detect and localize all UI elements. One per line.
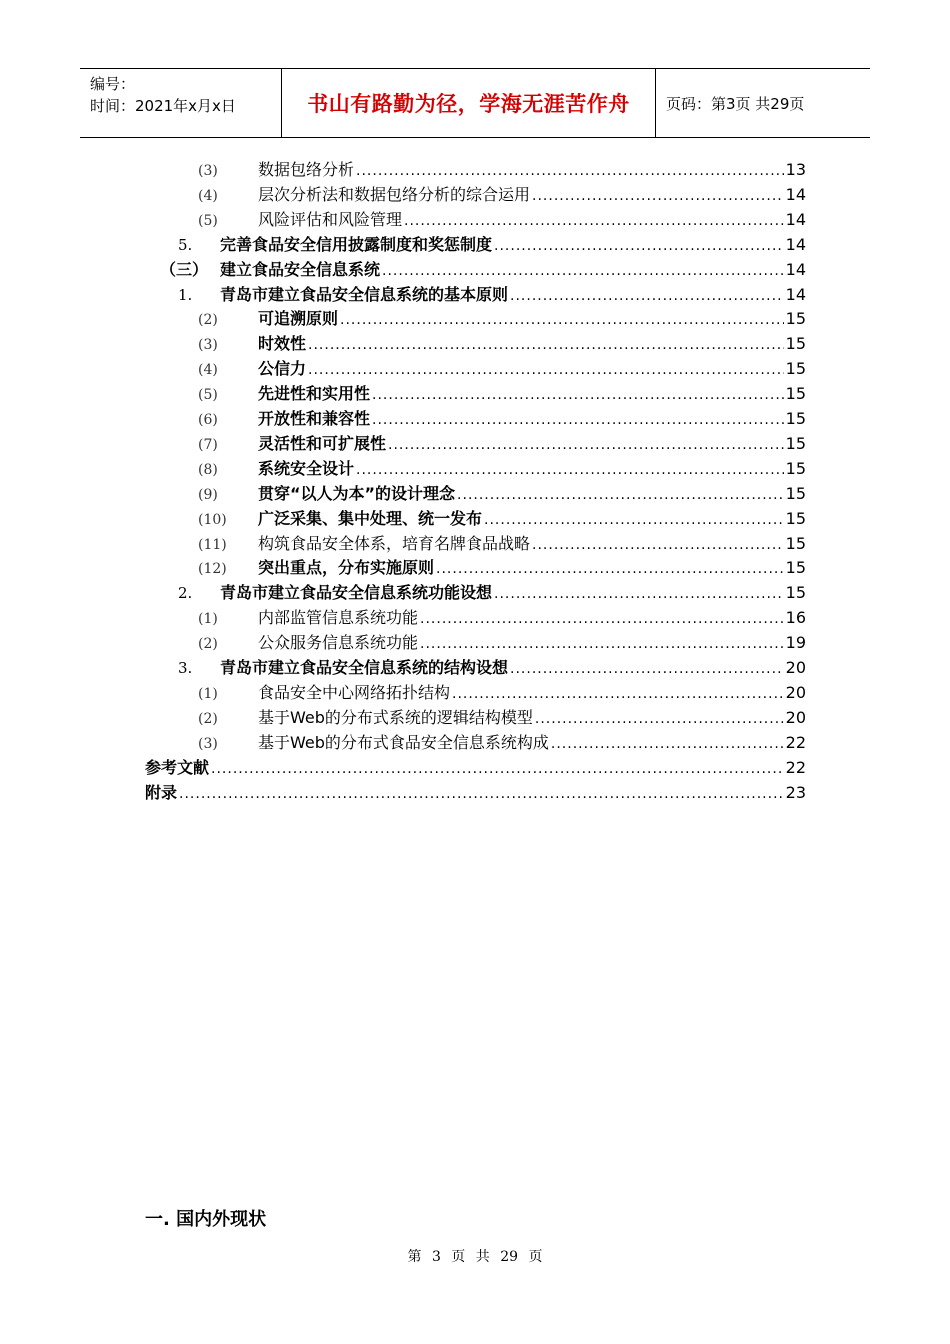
toc-entry-title: 时效性	[258, 334, 307, 354]
toc-entry[interactable]	[198, 606, 806, 630]
toc-leader-dots	[532, 184, 784, 208]
toc-entry-title: 构筑食品安全体系，培育名牌食品战略	[258, 533, 531, 553]
toc-entry-title: 灵活性和可扩展性	[258, 433, 387, 453]
toc-entry-title: 层次分析法和数据包络分析的综合运用	[258, 184, 531, 204]
toc-leader-dots	[436, 557, 784, 581]
toc-entry-number: (3)	[198, 735, 218, 752]
toc-entry-number: (9)	[198, 486, 218, 503]
toc-entry-page: 15	[785, 483, 806, 503]
toc-entry-number: (11)	[198, 536, 227, 553]
toc-leader-dots	[211, 757, 784, 781]
toc-entry-number: 1.	[178, 285, 193, 304]
toc-leader-dots	[404, 209, 784, 233]
toc-entry[interactable]	[198, 731, 806, 755]
toc-entry-number: (1)	[198, 685, 218, 702]
toc-leader-dots	[494, 582, 784, 606]
toc-entry-page: 20	[785, 658, 806, 677]
toc-entry-number: (6)	[198, 412, 218, 428]
toc-entry[interactable]	[178, 656, 806, 680]
toc-entry[interactable]	[145, 781, 806, 805]
toc-leader-dots	[420, 632, 784, 656]
toc-entry-page: 14	[785, 184, 806, 204]
toc-entry-title: 附录	[145, 782, 178, 802]
toc-entry-page: 15	[785, 384, 806, 404]
toc-entry-page: 20	[785, 707, 806, 727]
toc-entry-number: (5)	[198, 387, 218, 404]
toc-entry-number: 5.	[178, 235, 193, 254]
toc-entry-number: (5)	[198, 212, 218, 229]
toc-entry-title: 基于Web的分布式系统的逻辑结构模型	[258, 707, 533, 727]
toc-entry-title: 青岛市建立食品安全信息系统的结构设想	[220, 658, 509, 677]
toc-entry[interactable]	[198, 307, 806, 331]
toc-entry-title: 食品安全中心网络拓扑结构	[258, 682, 451, 702]
toc-entry-title: 基于Web的分布式食品安全信息系统构成	[258, 732, 549, 752]
toc-leader-dots	[382, 259, 784, 283]
toc-entry-title: 青岛市建立食品安全信息系统的基本原则	[220, 284, 509, 304]
toc-entry-title: 突出重点，分布实施原则	[258, 558, 435, 578]
toc-entry[interactable]	[198, 556, 806, 580]
toc-entry-page: 15	[785, 334, 806, 354]
toc-leader-dots	[420, 607, 784, 631]
toc-entry-title: 内部监管信息系统功能	[258, 608, 419, 628]
toc-entry-page: 15	[785, 583, 806, 603]
toc-entry-page: 16	[785, 608, 806, 628]
toc-entry-page: 15	[785, 309, 806, 329]
toc-entry-page: 15	[785, 458, 806, 478]
toc-entry-title: 广泛采集、集中处理、统一发布	[258, 508, 483, 528]
toc-entry-title: 公众服务信息系统功能	[258, 633, 419, 653]
header-left-cell	[80, 69, 282, 137]
toc-entry-number: (12)	[198, 561, 227, 578]
toc-entry[interactable]	[198, 183, 806, 207]
toc-leader-dots	[535, 707, 784, 731]
toc-leader-dots	[372, 383, 784, 407]
toc-entry-title: 青岛市建立食品安全信息系统功能设想	[220, 583, 493, 603]
toc-entry-title: 可追溯原则	[258, 309, 339, 329]
header-motto: 书山有路勤为径，学海无涯苦作舟	[282, 69, 656, 137]
toc-entry-title: 数据包络分析	[258, 160, 355, 179]
toc-entry-number: (2)	[198, 636, 218, 653]
toc-entry-page: 20	[785, 682, 806, 702]
toc-entry-page: 14	[785, 234, 806, 254]
toc-entry-page: 22	[785, 757, 806, 777]
toc-entry-page: 15	[785, 433, 806, 453]
toc-entry[interactable]	[198, 382, 806, 406]
toc-entry-page: 15	[785, 508, 806, 528]
toc-entry[interactable]	[198, 432, 806, 456]
toc-entry-number: (8)	[198, 461, 218, 478]
toc-entry[interactable]	[198, 208, 806, 232]
toc-entry[interactable]	[198, 507, 806, 531]
toc-entry[interactable]	[198, 631, 806, 655]
toc-entry-title: 风险评估和风险管理	[258, 209, 403, 229]
toc-leader-dots	[457, 483, 784, 507]
toc-entry[interactable]	[178, 581, 806, 605]
toc-entry[interactable]	[178, 283, 806, 307]
toc-entry-number: (4)	[198, 362, 218, 379]
header-page-info: 页码：第3页 共29页	[666, 94, 805, 113]
toc-entry-page: 22	[785, 732, 806, 752]
toc-entry-page: 15	[785, 558, 806, 578]
toc-entry-number: (2)	[198, 312, 218, 329]
toc-leader-dots	[452, 682, 784, 706]
toc-entry[interactable]	[198, 407, 806, 431]
toc-entry-page: 14	[785, 259, 806, 279]
toc-entry-title: 完善食品安全信用披露制度和奖惩制度	[220, 234, 493, 254]
toc-entry-number: 3.	[178, 659, 193, 677]
toc-entry-title: 开放性和兼容性	[258, 409, 371, 428]
toc-entry-number: (10)	[198, 511, 227, 528]
toc-entry-page: 15	[785, 359, 806, 379]
toc-entry-title: 建立食品安全信息系统	[220, 259, 381, 279]
toc-leader-dots	[510, 657, 784, 681]
toc-leader-dots	[356, 159, 784, 183]
time-label: 时间：2021年x月x日	[90, 97, 236, 115]
toc-entry[interactable]	[198, 706, 806, 730]
toc-entry-number: (3)	[198, 337, 218, 354]
toc-entry-page: 15	[785, 409, 806, 428]
toc-entry[interactable]	[160, 258, 806, 282]
toc-leader-dots	[356, 458, 784, 482]
toc-leader-dots	[388, 433, 784, 457]
section-heading: 一. 国内外现状	[145, 1209, 267, 1230]
toc-leader-dots	[484, 508, 784, 532]
toc-entry[interactable]	[145, 756, 806, 780]
toc-leader-dots	[179, 782, 784, 806]
toc-entry[interactable]	[178, 233, 806, 257]
toc-entry[interactable]	[198, 457, 806, 481]
number-label: 编号：	[90, 75, 136, 93]
toc-entry-title: 参考文献	[145, 757, 210, 777]
toc-entry-page: 14	[785, 284, 806, 304]
toc-entry[interactable]	[198, 158, 806, 182]
toc-entry[interactable]	[198, 532, 806, 556]
toc-entry-title: 先进性和实用性	[258, 384, 371, 404]
toc-leader-dots	[510, 284, 784, 308]
toc-entry-number: (4)	[198, 187, 218, 204]
toc-entry-number: (2)	[198, 710, 218, 727]
toc-leader-dots	[308, 333, 784, 357]
toc-leader-dots	[532, 533, 784, 557]
toc-entry-page: 19	[785, 633, 806, 653]
toc-entry-page: 15	[785, 533, 806, 553]
toc-entry-title: 系统安全设计	[258, 458, 355, 478]
toc-entry-page: 23	[785, 782, 806, 802]
toc-entry[interactable]	[198, 332, 806, 356]
header-table	[80, 68, 870, 138]
toc-leader-dots	[372, 408, 784, 432]
toc-leader-dots	[494, 234, 784, 258]
toc-entry-number: (1)	[198, 611, 218, 628]
toc-entry-title: 贯穿“以人为本”的设计理念	[258, 483, 456, 503]
toc-entry-number: (7)	[198, 436, 218, 453]
toc-entry-number: （三）	[160, 259, 209, 279]
toc-entry[interactable]	[198, 482, 806, 506]
toc-entry[interactable]	[198, 357, 806, 381]
toc-entry[interactable]	[198, 681, 806, 705]
toc-entry-number: (3)	[198, 163, 218, 179]
toc-entry-page: 13	[785, 160, 806, 179]
toc-entry-number: 2.	[178, 584, 193, 603]
toc-entry-page: 14	[785, 209, 806, 229]
toc-leader-dots	[551, 732, 784, 756]
toc-leader-dots	[340, 308, 784, 332]
toc-entry-title: 公信力	[258, 359, 307, 379]
toc-leader-dots	[308, 358, 784, 382]
page-footer: 第 3 页 共 29 页	[407, 1249, 543, 1265]
